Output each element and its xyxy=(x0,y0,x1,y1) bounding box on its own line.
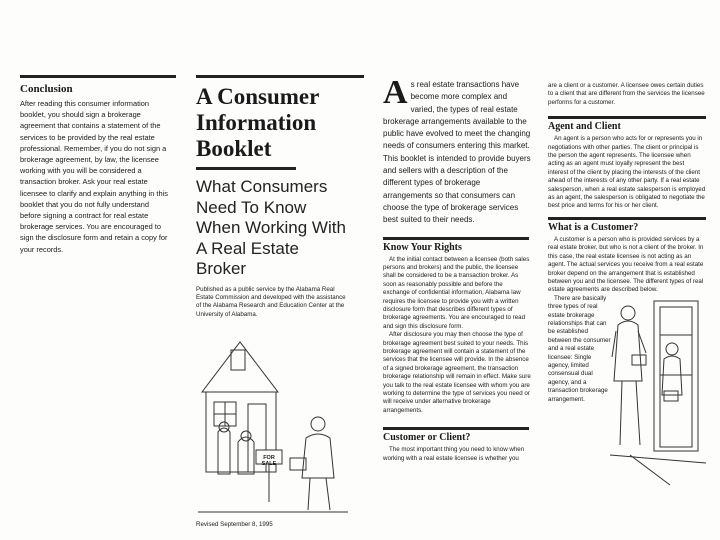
agent-rule xyxy=(548,116,706,119)
rights-panel xyxy=(383,0,531,540)
conclusion-heading: Conclusion xyxy=(20,83,73,95)
customer-client-text: The most important thing you need to know when working with a real estate licensee is whether you xyxy=(383,446,525,462)
rights-p2: After disclosure you may then choose the type of brokerage agreement best suited to your needs. This brokerage agreement will contain a statement of the services that the licensee will provide. In the absence of a signed brokerage agreement, the transaction brokerage relationship will remain in effect. Make sure you talk to the real estate licensee with whom you are working to determine the type of services you need or will receive under alternative brokerage arrangements. xyxy=(383,331,531,414)
broker-door-illustration xyxy=(610,295,706,485)
conclusion-text: After reading this consumer information booklet, you should sign a brokerage agreement that contains a statement of the services to be provided by the real estate professional. Remember, if you do not sign a brokerage agreement, by law, the licensee working with you will be considered a transaction broker. Ask your real estate licensee to clarify and explain anything in this booklet that you do not fully understand before signing a contract for real estate brokerage services. You are encouraged to sign the disclosure form and retain a copy for your records. xyxy=(20,99,168,254)
cover-subtitle: What Consumers Need To Know When Working With A Real Estate Broker xyxy=(196,177,346,278)
customer-heading: What is a Customer? xyxy=(548,221,639,233)
conclusion-rule xyxy=(20,75,176,78)
agent-text: An agent is a person who acts for or represents you in negotiations with other parties. The client or principal is the person the agent represents. The licensee when acting as an agent must loyally represent the best interest of the client by placing the interests of the client ahead of the interests of any other party. If a real estate salesperson, when a real estate salesperson is employed as an agent, the salesperson is obligated to negotiate the best price and terms for his or her client. xyxy=(548,135,706,210)
publisher-note: Published as a public service by the Alabama Real Estate Commission and developed with the assistance of the Alabama Research and Education Center at the University of Alabama. xyxy=(196,285,346,318)
conclusion-panel xyxy=(20,0,178,540)
col4-top-text: are a client or a customer. A licensee owes certain duties to a client that are different from the services the licensee performs for a customer. xyxy=(548,82,705,106)
customer-p1: A customer is a person who is provided services by a real estate broker, but who is not a client of the broker. In this case, the real estate licensee is not acting as an agent. The actual services you receive from a real estate broker depend on the arrangement that is established between you and the licensee. The different types of real estate agreements are described below. xyxy=(548,235,704,294)
intro-text: s real estate transactions have become more complex and varied, the types of real estate brokerage arrangements available to the public have evolved to meet the changing needs of consumers entering this market. This booklet is intended to provide buyers and sellers with a description of the different types of brokerage arrangements so that consumers can choose the type of brokerage services best suited to their needs. xyxy=(383,80,531,225)
agent-panel xyxy=(548,0,708,540)
customer-client-rule xyxy=(383,427,529,430)
intro-dropcap: A xyxy=(383,74,408,111)
cover-top-rule xyxy=(196,75,364,78)
rights-p1: At the initial contact between a licensee (both sales persons and brokers) and the public, the licensee shall be considered to be a transaction broker. As soon as reasonably possible and before the exchange of confidential information, Alabama law requires the licensee to provide you with a written disclosure form that describes different types of brokerage agreements. You are encouraged to read and sign this disclosure form. xyxy=(383,255,530,330)
rights-heading: Know Your Rights xyxy=(383,241,462,253)
cover-panel xyxy=(196,0,366,540)
customer-rule xyxy=(548,217,706,220)
revised-date: Revised September 8, 1995 xyxy=(196,521,273,528)
house-family-illustration xyxy=(198,332,348,522)
rights-rule xyxy=(383,237,529,240)
cover-mid-rule xyxy=(196,167,296,170)
agent-heading: Agent and Client xyxy=(548,121,621,133)
customer-p2: There are basically three types of real estate brokerage relationships that can be established between the consumer and a real estate licensee: Single agency, limited consensual dual agency, and a transaction brokerage arrangement. xyxy=(548,294,611,403)
for-sale-sign: FOR SALE xyxy=(261,455,277,467)
intro-block xyxy=(383,74,531,227)
cover-title: A Consumer Information Booklet xyxy=(196,84,319,161)
customer-client-heading: Customer or Client? xyxy=(383,432,471,444)
